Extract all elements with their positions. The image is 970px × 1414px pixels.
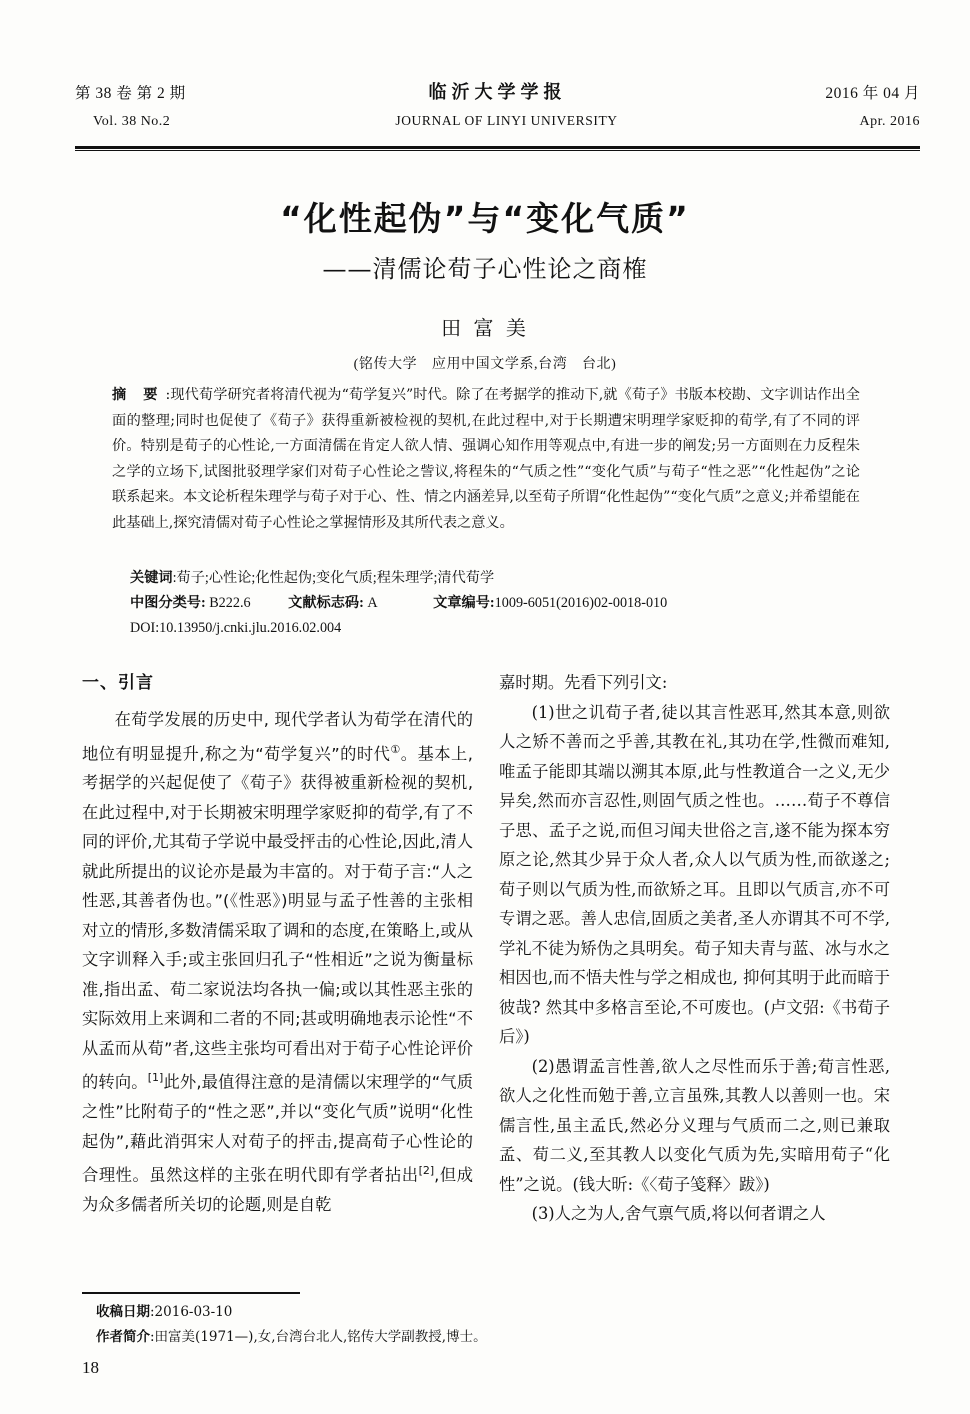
paragraph-part-2: 。基本上,考据学的兴起促使了《荀子》获得被重新检视的契机,在此过程中,对于长期被宋明理学家贬抑的荀学,有了不同的评价,尤其荀子学说中最受抨击的心性论,因此,清人就此所提出的议论亦是最为丰富的。对于荀子言:“人之性恶,其善者伪也。”(《性恶》)明显与孟子性善的主张相对立的情形,多数清儒采取了调和的态度,在策略上,或从文字训释入手;或主张回归孔子“性相近”之说为衡量标准,指出孟、荀二家说法均各执一偏;或以其性恶主张的实际效用上来调和二者的不同;甚或明确地表示论性“不从孟而从荀”者,这些主张均可看出对于荀子心性论评价的转向。 — [82, 743, 473, 1092]
author-affiliation: (铭传大学 应用中国文学系,台湾 台北) — [353, 357, 617, 373]
title-block — [0, 198, 970, 373]
masthead-rule-thick — [75, 146, 920, 149]
journal-title-cn: 临沂大学学报 — [428, 82, 567, 103]
masthead-rule-thin — [75, 150, 920, 151]
abstract-block — [112, 383, 860, 536]
clc-label: 中图分类号: — [130, 595, 206, 611]
left-column-paragraph — [82, 705, 473, 1220]
paragraph-part-3: 此外,最值得注意的是清儒以宋理学的“气质之性”比附荀子的“性之恶”,并以“变化气质”说明“化性起伪”,藉此消弭宋人对荀子的抨击,提高荀子心性论的合理性。虽然这样的主张在明代即有学者拈出 — [82, 1072, 473, 1185]
right-column — [499, 668, 890, 1283]
abstract-label: 摘 要 — [112, 387, 164, 403]
journal-title-en: JOURNAL OF LINYI UNIVERSITY — [395, 113, 618, 128]
keywords-label: 关键词 — [130, 570, 173, 586]
reference-marker-1: [1] — [147, 1071, 164, 1085]
author-name: 田 富 美 — [441, 316, 529, 341]
document-code-value: A — [367, 595, 378, 611]
quotation-1: (1)世之讥荀子者,徒以其言性恶耳,然其本意,则欲人之矫不善而之乎善,其教在礼,其功在学,性微而难知,唯孟子能即其端以溯其本原,此与性教道合一之义,无少异矣,然而亦言忍性,则固气质之性也。……荀子不尊信子思、孟子之说,而但习闻夫世俗之言,遂不能为探本穷原之论,然其少异于众人者,众人以气质为性,而欲遂之;荀子则以气质为性,而欲矫之耳。且即以气质言,亦不可专谓之恶。善人忠信,固质之美者,圣人亦谓其不可不学,学礼不徒为矫伪之具明矣。荀子知夫青与蓝、冰与水之相因也,而不悟夫性与学之相成也, 抑何其明于此而暗于彼哉? 然其中多格言至论,不可废也。(卢文弨:《书荀子后》) — [499, 702, 890, 1046]
abstract-text: :现代荀学研究者将清代视为“荀学复兴”时代。除了在考据学的推动下,就《荀子》书版本校勘、文字训诂作出全面的整理;同时也促使了《荀子》获得重新被检视的契机,在此过程中,对于长期遭宋明理学家贬抑的荀学,有了不同的评价。特别是荀子的心性论,一方面清儒在肯定人欲人情、强调心知作用等观点中,有进一步的阐发;另一方面则在力反程朱之学的立场下,试图批驳理学家们对荀子心性论之訾议,将程朱的“气质之性”“变化气质”与荀子“性之恶”“化性起伪”之论联系起来。本文论析程朱理学与荀子对于心、性、情之内涵差异,以至荀子所谓“化性起伪”“变化气质”之意义;并希望能在此基础上,探究清儒对荀子心性论之掌握情形及其所代表之意义。 — [112, 387, 860, 531]
issue-date-cn: 2016 年 04 月 — [825, 85, 920, 102]
section-heading-introduction: 一、引言 — [82, 673, 154, 693]
footnote-rule — [82, 1292, 300, 1294]
paragraph-part-4: ,但成为众多儒者所关切的论题,则是自乾 — [82, 1165, 473, 1215]
keywords-line — [130, 566, 870, 591]
author-bio-line — [96, 1325, 796, 1350]
article-id-label: 文章编号: — [433, 595, 495, 611]
volume-issue-cn: 第 38 卷 第 2 期 — [75, 85, 186, 102]
metadata-block — [130, 566, 870, 641]
article-id-value: 1009-6051(2016)02-0018-010 — [494, 595, 668, 611]
author-bio-label: 作者简介 — [96, 1329, 150, 1345]
reference-marker-2: [2] — [418, 1164, 435, 1178]
volume-issue-en: Vol. 38 No.2 — [93, 114, 171, 129]
quotation-2: (2)愚谓孟言性善,欲人之尽性而乐于善;荀言性恶,欲人之化性而勉于善,立言虽殊,其教人以善则一也。宋儒言性,虽主孟氏,然必分义理与气质而二之,则已兼取孟、荀二义,至其教人以变化气质为先,实暗用荀子“化性”之说。(钱大昕:《〈荀子笺释〉跋》) — [499, 1056, 890, 1194]
received-date-value: :2016-03-10 — [150, 1304, 233, 1320]
paragraph-part-1: 在荀学发展的历史中, 现代学者认为荀学在清代的地位有明显提升,称之为“荀学复兴”的时代 — [82, 710, 473, 763]
keywords-value: :荀子;心性论;化性起伪;变化气质;程朱理学;清代荀学 — [172, 570, 495, 586]
left-column — [82, 668, 473, 1283]
issue-date-en: Apr. 2016 — [859, 114, 920, 129]
page-number: 18 — [82, 1358, 99, 1377]
quotation-3: (3)人之为人,舍气禀气质,将以何者谓之人 — [531, 1204, 826, 1223]
masthead-row-chinese — [75, 78, 920, 104]
classification-line — [130, 591, 870, 616]
clc-value: B222.6 — [209, 595, 251, 611]
masthead — [75, 78, 920, 130]
footnote-block — [96, 1300, 796, 1350]
received-date-label: 收稿日期 — [96, 1304, 150, 1320]
footnote-marker-1: ① — [390, 742, 401, 756]
right-column-lead: 嘉时期。先看下列引文: — [499, 673, 668, 692]
article-subtitle: ——清儒论荀子心性论之商榷 — [322, 255, 648, 284]
masthead-row-english — [75, 113, 920, 130]
document-code-label: 文献标志码: — [288, 595, 364, 611]
article-title: “化性起伪”与“变化气质” — [280, 199, 690, 238]
doi-line: DOI:10.13950/j.cnki.jlu.2016.02.004 — [130, 620, 342, 636]
received-date-line — [96, 1300, 796, 1325]
author-bio-value: :田富美(1971—),女,台湾台北人,铭传大学副教授,博士。 — [150, 1329, 487, 1345]
body-columns — [82, 668, 910, 1283]
